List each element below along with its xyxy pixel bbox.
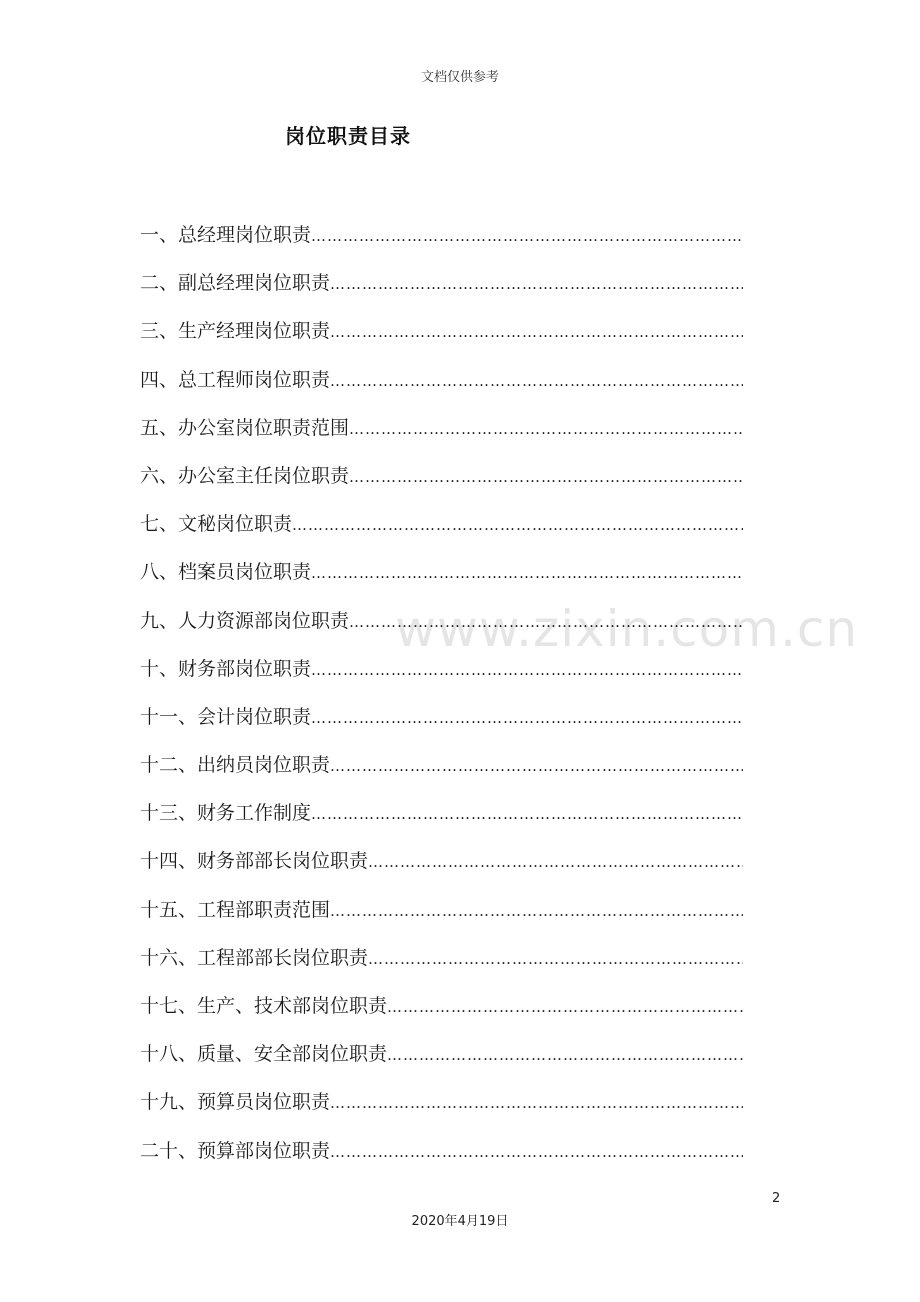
toc-entry-label: 十四、财务部部长岗位职责 xyxy=(140,850,369,873)
toc-entry-label: 十、财务部岗位职责 xyxy=(140,657,312,680)
toc-dot-leader xyxy=(311,549,743,596)
toc-entry-label: 十九、预算员岗位职责 xyxy=(140,1091,331,1114)
toc-entry xyxy=(140,934,743,982)
toc-entry-label: 十一、会计岗位职责 xyxy=(140,705,312,728)
toc-entry-label: 十二、出纳员岗位职责 xyxy=(140,754,331,777)
toc-entry xyxy=(140,452,743,500)
toc-entry-label: 二十、预算部岗位职责 xyxy=(140,1139,331,1162)
toc-entry xyxy=(140,548,743,596)
toc-dot-leader xyxy=(311,212,743,259)
toc-dot-leader xyxy=(368,935,743,982)
toc-entry xyxy=(140,404,743,452)
page-title: 岗位职责目录 xyxy=(285,124,411,148)
toc-entry xyxy=(140,1030,743,1078)
toc-dot-leader xyxy=(330,260,743,307)
toc-dot-leader xyxy=(311,646,743,693)
toc-dot-leader xyxy=(330,1079,743,1126)
toc-dot-leader xyxy=(387,983,743,1030)
toc-entry xyxy=(140,693,743,741)
toc-dot-leader xyxy=(349,453,743,500)
footer-date: 2020年4月19日 xyxy=(411,1214,509,1229)
toc-entry-label: 一、总经理岗位职责 xyxy=(140,224,312,246)
toc-entry xyxy=(140,307,743,355)
toc-entry xyxy=(140,211,743,259)
toc-entry xyxy=(140,741,743,789)
toc-entry xyxy=(140,1127,743,1175)
toc-entry-label: 三、生产经理岗位职责 xyxy=(140,320,331,343)
toc-entry-label: 五、办公室岗位职责范围 xyxy=(140,416,350,439)
toc-entry-label: 七、文秘岗位职责 xyxy=(140,513,293,536)
toc-entry-label: 二、副总经理岗位职责 xyxy=(140,272,331,295)
toc-entry xyxy=(140,886,743,934)
toc-dot-leader xyxy=(330,742,743,789)
toc-dot-leader xyxy=(368,838,743,885)
toc-entry-label: 十五、工程部职责范围 xyxy=(140,898,331,921)
toc-entry xyxy=(140,837,743,885)
toc-entry xyxy=(140,597,743,645)
toc-entry-label: 十六、工程部部长岗位职责 xyxy=(140,946,369,969)
toc-entry xyxy=(140,1078,743,1126)
toc-entry xyxy=(140,789,743,837)
toc-dot-leader xyxy=(311,790,743,837)
toc-dot-leader xyxy=(349,405,743,452)
toc-entry-label: 十八、质量、安全部岗位职责 xyxy=(140,1043,388,1066)
toc-dot-leader xyxy=(311,694,743,741)
toc-dot-leader xyxy=(349,598,743,645)
table-of-contents xyxy=(140,211,743,1175)
toc-entry xyxy=(140,982,743,1030)
toc-entry-label: 八、档案员岗位职责 xyxy=(140,561,312,584)
toc-entry-label: 六、办公室主任岗位职责 xyxy=(140,464,350,487)
toc-entry-label: 十七、生产、技术部岗位职责 xyxy=(140,995,388,1017)
header-note: 文档仅供参考 xyxy=(420,70,499,85)
toc-entry xyxy=(140,259,743,307)
toc-entry-label: 十三、财务工作制度 xyxy=(140,802,312,825)
toc-dot-leader xyxy=(387,1031,743,1078)
toc-dot-leader xyxy=(330,357,743,404)
toc-entry-label: 九、人力资源部岗位职责 xyxy=(140,609,350,632)
watermark: www.zixin.com.cn xyxy=(395,600,859,658)
toc-entry xyxy=(140,645,743,693)
toc-entry xyxy=(140,500,743,548)
toc-entry xyxy=(140,356,743,404)
toc-dot-leader xyxy=(330,308,743,355)
toc-entry-label: 四、总工程师岗位职责 xyxy=(140,368,331,391)
toc-dot-leader xyxy=(330,887,743,934)
toc-dot-leader xyxy=(330,1128,743,1175)
toc-dot-leader xyxy=(292,501,743,548)
page-number: 2 xyxy=(772,1191,781,1206)
